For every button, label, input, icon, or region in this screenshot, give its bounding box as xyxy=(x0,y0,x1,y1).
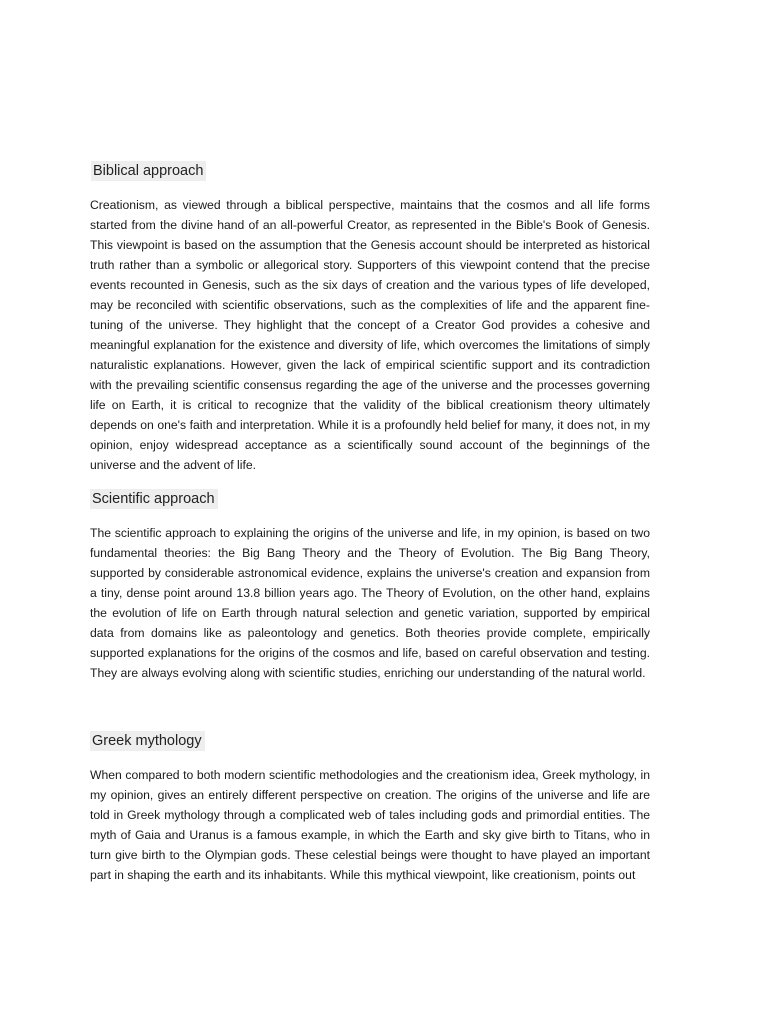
section-heading-greek: Greek mythology xyxy=(90,731,205,751)
section-heading-scientific: Scientific approach xyxy=(90,489,218,509)
section-paragraph-scientific: The scientific approach to explaining the origins of the universe and life, in my opinion, is based on two fundamental theories: the Big Bang Theory and the Theory of Evolution. The Big Bang Theory, supported by considerable astronomical evidence, explains the universe's creation and expansion from a tiny, dense point around 13.8 billion years ago. The Theory of Evolution, on the other hand, explains the evolution of life on Earth through natural selection and genetic variation, supported by empirical data from domains like as paleontology and genetics. Both theories provide complete, empirically supported explanations for the origins of the cosmos and life, based on careful observation and testing. They are always evolving along with scientific studies, enriching our understanding of the natural world. xyxy=(90,526,650,680)
section-paragraph-biblical: Creationism, as viewed through a biblical perspective, maintains that the cosmos and all life forms started from the divine hand of an all-powerful Creator, as represented in the Bible's Book of Genesis. This viewpoint is based on the assumption that the Genesis account should be interpreted as historical truth rather than a symbolic or allegorical story. Supporters of this viewpoint contend that the precise events recounted in Genesis, such as the six days of creation and the various types of life developed, may be reconciled with scientific observations, such as the complexities of life and the apparent fine-tuning of the universe. They highlight that the concept of a Creator God provides a cohesive and meaningful explanation for the existence and diversity of life, which overcomes the limitations of simply naturalistic explanations. However, given the lack of empirical scientific support and its contradiction with the prevailing scientific consensus regarding the age of the universe and the processes governing life on Earth, it is critical to recognize that the validity of the biblical creationism theory ultimately depends on one's faith and interpretation. While it is a profoundly held belief for many, it does not, in my opinion, enjoy widespread acceptance as a scientifically sound account of the beginnings of the universe and the advent of life. xyxy=(90,198,650,472)
section-paragraph-greek: When compared to both modern scientific methodologies and the creationism idea, Greek mythology, in my opinion, gives an entirely different perspective on creation. The origins of the universe and life are told in Greek mythology through a complicated web of tales including gods and primordial entities. The myth of Gaia and Uranus is a famous example, in which the Earth and sky give birth to Titans, who in turn give birth to the Olympian gods. These celestial beings were thought to have played an important part in shaping the earth and its inhabitants. While this mythical viewpoint, like creationism, points out xyxy=(90,768,650,882)
section-heading-biblical: Biblical approach xyxy=(91,161,206,181)
